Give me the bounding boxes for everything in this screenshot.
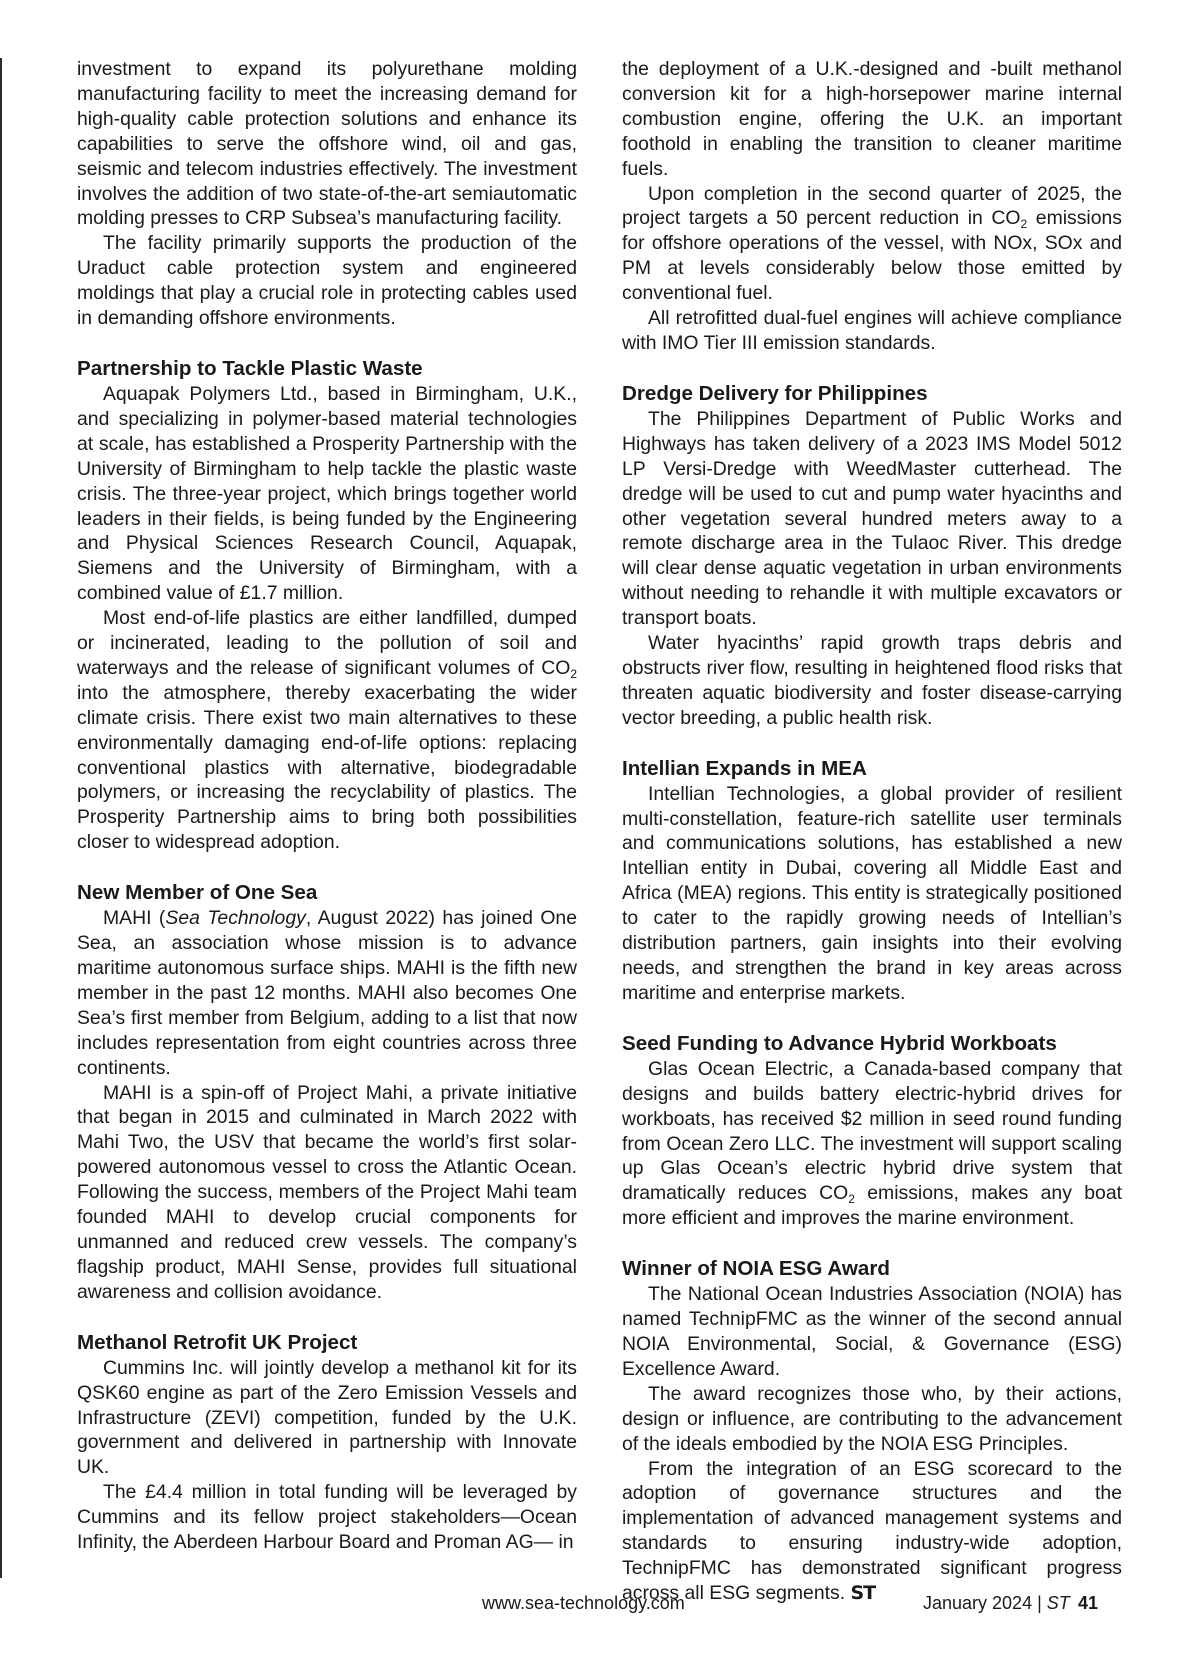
text-run: emissions for offshore operations of the vessel, with NOx, SOx and PM at levels considerably below those emitted by conventional fuel. (622, 207, 1122, 305)
article-plastic-waste (77, 356, 577, 855)
paragraph: Aquapak Polymers Ltd., based in Birmingham, U.K., and specializing in polymer-based material technologies at scale, has established a Prosperity Partnership with the University of Birmingham to help tackle the plastic waste crisis. The three-year project, which brings together world leaders in their fields, is being funded by the Engineering and Physical Sciences Research Council, Aquapak, Siemens and the University of Birmingham, with a combined value of £1.7 million. (77, 382, 577, 605)
paragraph (622, 182, 1122, 307)
issue-date-text: January 2024 | (923, 1593, 1047, 1613)
article-heading: Methanol Retrofit UK Project (77, 1330, 358, 1354)
article-methanol-retrofit (77, 1330, 577, 1555)
paragraph: Cummins Inc. will jointly develop a methanol kit for its QSK60 engine as part of the Zero Emission Vessels and Infrastructure (ZEVI) competition, funded by the U.K. government and delivered in partnership with Innovate UK. (77, 1356, 577, 1479)
subscript: 2 (1020, 217, 1028, 232)
right-column (622, 57, 1122, 1606)
paragraph: All retrofitted dual-fuel engines will achieve compliance with IMO Tier III emission standards. (622, 307, 1122, 354)
article-seed-funding (622, 1031, 1122, 1231)
text-run: From the integration of an ESG scorecard to the adoption of governance structures and the implementation of advanced management systems and standards to ensuring industry-wide adoption, TechnipFMC has demonstrated significant progress across all ESG segments. (622, 1457, 1122, 1605)
paragraph: MAHI is a spin-off of Project Mahi, a private initiative that began in 2015 and culminated in March 2022 with Mahi Two, the USV that became the world’s first solar-powered autonomous vessel to cross the Atlantic Ocean. Following the success, members of the Project Mahi team founded MAHI to develop crucial components for unmanned and reduced crew vessels. The company’s flagship product, MAHI Sense, provides full situational awareness and collision avoidance. (77, 1081, 577, 1303)
paragraph (77, 606, 577, 855)
text-run: emissions, makes any boat more efficient and improves the marine environment. (622, 1182, 1122, 1230)
paragraph (622, 1057, 1122, 1231)
paragraph: investment to expand its polyurethane molding manufacturing facility to meet the increasing demand for high-quality cable protection solutions and enhance its capabilities to serve the offshore wind, oil and gas, seismic and telecom industries effectively. The investment involves the addition of two state-of-the-art semiautomatic molding presses to CRP Subsea’s manufacturing facility. (77, 58, 577, 230)
subscript: 2 (570, 666, 577, 681)
article-dredge-delivery (622, 381, 1122, 731)
issue-abbrev: ST (1046, 1593, 1070, 1613)
paragraph: the deployment of a U.K.-designed and -built methanol conversion kit for a high-horsepower marine internal combustion engine, offering the U.K. an important foothold in enabling the transition to cleaner maritime fuels. (622, 58, 1122, 180)
article-noia-award (622, 1256, 1122, 1606)
paragraph: Water hyacinths’ rapid growth traps debris and obstructs river flow, resulting in heightened flood risks that threaten aquatic biodiversity and foster disease-carrying vector breeding, a public health risk. (622, 632, 1122, 729)
paragraph: The National Ocean Industries Association (NOIA) has named TechnipFMC as the winner of the second annual NOIA Environmental, Social, & Governance (ESG) Excellence Award. (622, 1283, 1122, 1380)
text-run: Glas Ocean Electric, a Canada-based company that designs and builds battery electric-hybrid drives for workboats, has received $2 million in seed round funding from Ocean Zero LLC. The investment will support scaling up Glas Ocean’s electric hybrid drive system that dramatically reduces CO (622, 1057, 1122, 1205)
article-methanol-continued (622, 57, 1122, 356)
paragraph: The Philippines Department of Public Works and Highways has taken delivery of a 2023 IMS Model 5012 LP Versi-Dredge with WeedMaster cutterhead. The dredge will be used to cut and pump water hyacinths and other vegetation several hundred meters away to a remote discharge area in the Tulaoc River. This dredge will clear dense aquatic vegetation in urban environments without needing to rehandle it with multiple excavators or transport boats. (622, 407, 1122, 630)
text-run: Most end-of-life plastics are either landfilled, dumped or incinerated, leading to the pollution of soil and waterways and the release of significant volumes of CO (77, 607, 577, 679)
article-intro (77, 57, 577, 331)
article-one-sea (77, 880, 577, 1305)
article-heading: Seed Funding to Advance Hybrid Workboats (622, 1031, 1057, 1055)
article-intellian (622, 756, 1122, 1006)
footer-url[interactable]: www.sea-technology.com (482, 1593, 685, 1613)
paragraph: The £4.4 million in total funding will be leveraged by Cummins and its fellow project stakeholders—Ocean Infinity, the Aberdeen Harbour Board and Proman AG— in (77, 1481, 577, 1554)
end-of-article-mark: ST (850, 1582, 876, 1605)
left-column (77, 57, 577, 1555)
article-heading: Winner of NOIA ESG Award (622, 1257, 890, 1281)
subscript: 2 (848, 1192, 855, 1207)
text-run: , August 2022) has joined One Sea, an association whose mission is to advance maritime autonomous surface ships. MAHI is the fifth new member in the past 12 months. MAHI also becomes One Sea’s first member from Belgium, adding to a list that now includes representation from eight countries across three continents. (77, 907, 577, 1079)
article-heading: Partnership to Tackle Plastic Waste (77, 356, 423, 380)
footer-issue-date (923, 1591, 1070, 1615)
text-run: Upon completion in the second quarter of 2025, the project targets a 50 percent reduction in CO (622, 182, 1122, 230)
margin-rule (0, 58, 2, 1578)
paragraph: The award recognizes those who, by their actions, design or influence, are contributing to the advancement of the ideals embodied by the NOIA ESG Principles. (622, 1382, 1122, 1455)
text-run: MAHI ( (103, 907, 166, 930)
paragraph (622, 1457, 1122, 1606)
article-heading: Intellian Expands in MEA (622, 756, 867, 780)
article-heading: New Member of One Sea (77, 881, 318, 905)
paragraph: The facility primarily supports the production of the Uraduct cable protection system and engineered moldings that play a crucial role in protecting cables used in demanding offshore environments. (77, 232, 577, 330)
paragraph: Intellian Technologies, a global provider of resilient multi-constellation, feature-rich satellite user terminals and communications solutions, has established a new Intellian entity in Dubai, covering all Middle East and Africa (MEA) regions. This entity is strategically positioned to cater to the rapidly growing needs of Intellian’s distribution partners, gain insights into their evolving needs, and strengthen the brand in key areas across maritime and enterprise markets. (622, 782, 1122, 1004)
publication-title: Sea Technology (165, 907, 306, 930)
text-run: into the atmosphere, thereby exacerbating the wider climate crisis. There exist two main alternatives to these environmentally damaging end-of-life options: replacing conventional plastics with alternative, biodegradable polymers, or increasing the recyclability of plastics. The Prosperity Partnership aims to bring both possibilities closer to widespread adoption. (77, 681, 577, 854)
page-number: 41 (1078, 1593, 1099, 1613)
paragraph (77, 906, 577, 1080)
article-heading: Dredge Delivery for Philippines (622, 381, 928, 405)
